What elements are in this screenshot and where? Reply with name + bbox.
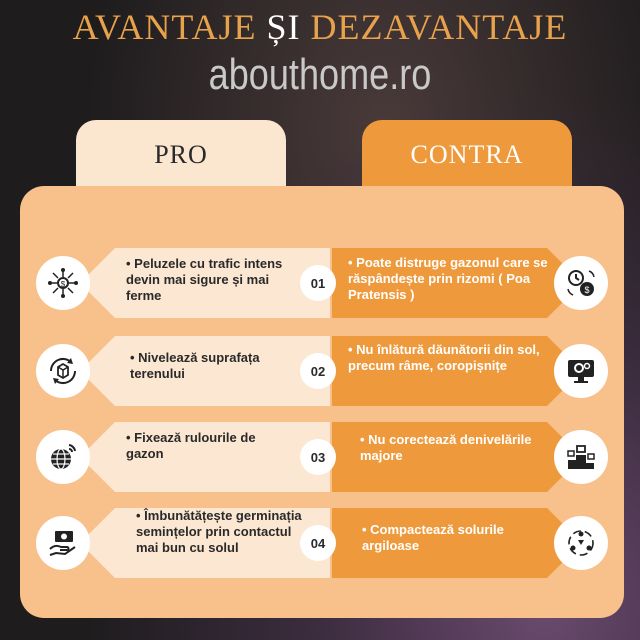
svg-text:$: $ — [584, 285, 590, 295]
pro-text: • Îmbunătățește germinația semințelor prin contactul mai bun cu solul — [136, 508, 302, 556]
comparison-row-1 — [20, 248, 624, 318]
row-number: 01 — [300, 265, 336, 301]
comparison-row-3 — [20, 422, 624, 492]
time-money-icon — [554, 256, 608, 310]
svg-text:$: $ — [60, 280, 66, 289]
hand-money-icon — [36, 516, 90, 570]
brand-logo-text: abouthome.ro — [208, 50, 432, 99]
row-number: 02 — [300, 353, 336, 389]
money-network-icon — [36, 256, 90, 310]
podium-icon — [554, 430, 608, 484]
contra-text: • Nu înlătură dăunătorii din sol, precum râme, coropișnițe — [348, 342, 548, 374]
contra-text: • Compactează solurile argiloase — [362, 522, 552, 554]
comparison-row-4 — [20, 508, 624, 578]
pro-text: • Peluzele cu trafic intens devin mai sigure și mai ferme — [126, 256, 296, 304]
comparison-panel — [20, 186, 624, 618]
globe-signal-icon — [36, 430, 90, 484]
monitor-gear-icon — [554, 344, 608, 398]
row-number: 03 — [300, 439, 336, 475]
contra-text: • Poate distruge gazonul care se răspândește prin rizomi ( Poa Pratensis ) — [348, 255, 548, 303]
comparison-row-2 — [20, 336, 624, 406]
row-number: 04 — [300, 525, 336, 561]
tab-contra: CONTRA — [362, 120, 572, 210]
contra-text: • Nu corectează denivelările majore — [360, 432, 550, 464]
people-cycle-icon — [554, 516, 608, 570]
box-cycle-icon — [36, 344, 90, 398]
page-title: AVANTAJE ȘI DEZAVANTAJE — [72, 7, 568, 47]
tab-pro: PRO — [76, 120, 286, 210]
pro-text: • Fixează rulourile de gazon — [126, 430, 296, 462]
pro-text: • Nivelează suprafața terenului — [130, 350, 300, 382]
